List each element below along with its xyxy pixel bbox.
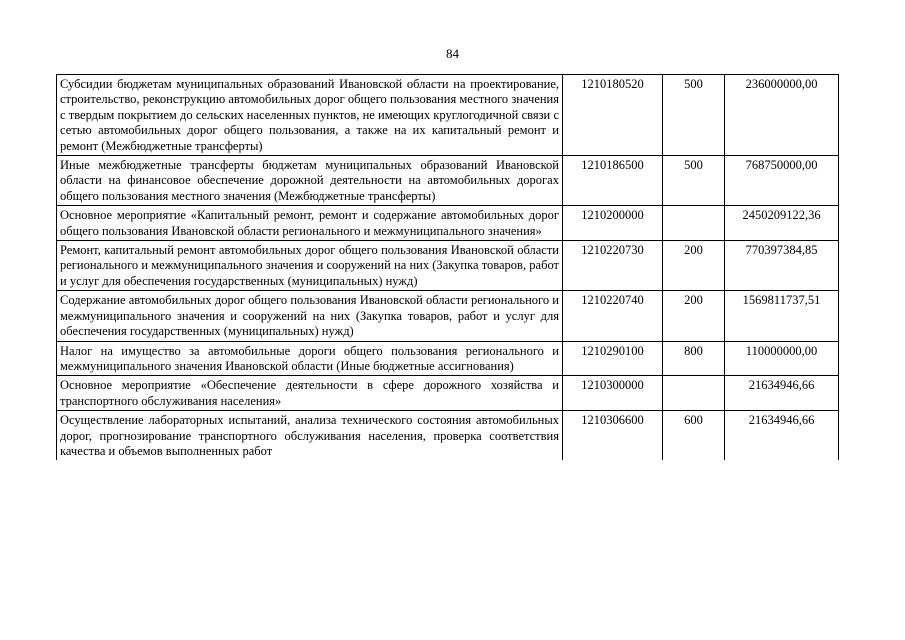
row-name-cell: Иные межбюджетные трансферты бюджетам муниципальных образований Ивановской области на финансовое обеспечение дорожной деятельности на автомобильных дорогах общего пользования местного значения (Межбюджетные трансферты) [57, 156, 563, 206]
row-code-cell: 1210300000 [563, 376, 663, 411]
table-row [57, 156, 839, 206]
row-name-cell: Основное мероприятие «Обеспечение деятельности в сфере дорожного хозяйства и транспортного обслуживания населения» [57, 376, 563, 411]
row-name-cell [57, 411, 563, 461]
row-amount-text: 21634946,66 [748, 413, 815, 428]
row-code-cell: 1210186500 [563, 156, 663, 206]
table-row [57, 75, 839, 156]
row-name-cell: Содержание автомобильных дорог общего пользования Ивановской области регионального и межмуниципального значения и сооружений на них (Закупка товаров, работ и услуг для обеспечения государственных (муниципальных) нужд) [57, 291, 563, 341]
row-amount-cell: 110000000,00 [725, 341, 839, 376]
row-expense-type-cell [663, 376, 725, 411]
row-expense-type-cell: 200 [663, 241, 725, 291]
row-code-cell [563, 411, 663, 461]
row-amount-cell: 2450209122,36 [725, 206, 839, 241]
row-amount-cell [725, 411, 839, 461]
row-code-cell: 1210180520 [563, 75, 663, 156]
row-amount-cell: 1569811737,51 [725, 291, 839, 341]
table-row [57, 206, 839, 241]
row-name-cell: Основное мероприятие «Капитальный ремонт, ремонт и содержание автомобильных дорог общего пользования Ивановской области регионального и межмуниципального значения» [57, 206, 563, 241]
row-expense-type-cell [663, 206, 725, 241]
table-row [57, 241, 839, 291]
table-row [57, 411, 839, 461]
row-code-cell: 1210200000 [563, 206, 663, 241]
row-code-cell: 1210220730 [563, 241, 663, 291]
row-expense-type-text: 600 [684, 413, 703, 428]
row-code-text: 1210306600 [581, 413, 644, 428]
row-code-cell: 1210220740 [563, 291, 663, 341]
table-row [57, 376, 839, 411]
row-expense-type-cell: 500 [663, 75, 725, 156]
row-name-cell: Субсидии бюджетам муниципальных образований Ивановской области на проектирование, строительство, реконструкцию автомобильных дорог общего пользования местного значения с твердым покрытием до сельских населенных пунктов, не имеющих круглогодичной связи с сетью автомобильных дорог общего пользования, а также на их капитальный ремонт и ремонт (Межбюджетные трансферты) [57, 75, 563, 156]
row-expense-type-cell: 200 [663, 291, 725, 341]
row-amount-cell: 770397384,85 [725, 241, 839, 291]
row-code-cell: 1210290100 [563, 341, 663, 376]
row-amount-cell: 236000000,00 [725, 75, 839, 156]
row-name-cell: Налог на имущество за автомобильные дороги общего пользования регионального и межмуниципального значения Ивановской области (Иные бюджетные ассигнования) [57, 341, 563, 376]
row-name-text: Осуществление лабораторных испытаний, анализа технического состояния автомобильных дорог, прогнозирование транспортного обслуживания населения, проверка соответствия качества и объемов выполненных работ [60, 413, 559, 458]
row-name-cell: Ремонт, капитальный ремонт автомобильных дорог общего пользования Ивановской области регионального и межмуниципального значения и сооружений на них (Закупка товаров, работ и услуг для обеспечения государственных (муниципальных) нужд) [57, 241, 563, 291]
row-amount-cell: 21634946,66 [725, 376, 839, 411]
row-expense-type-cell [663, 411, 725, 461]
row-amount-cell: 768750000,00 [725, 156, 839, 206]
table-row [57, 341, 839, 376]
budget-table [56, 74, 839, 460]
row-expense-type-cell: 500 [663, 156, 725, 206]
table-row [57, 291, 839, 341]
page-number: 84 [446, 46, 459, 61]
row-expense-type-cell: 800 [663, 341, 725, 376]
